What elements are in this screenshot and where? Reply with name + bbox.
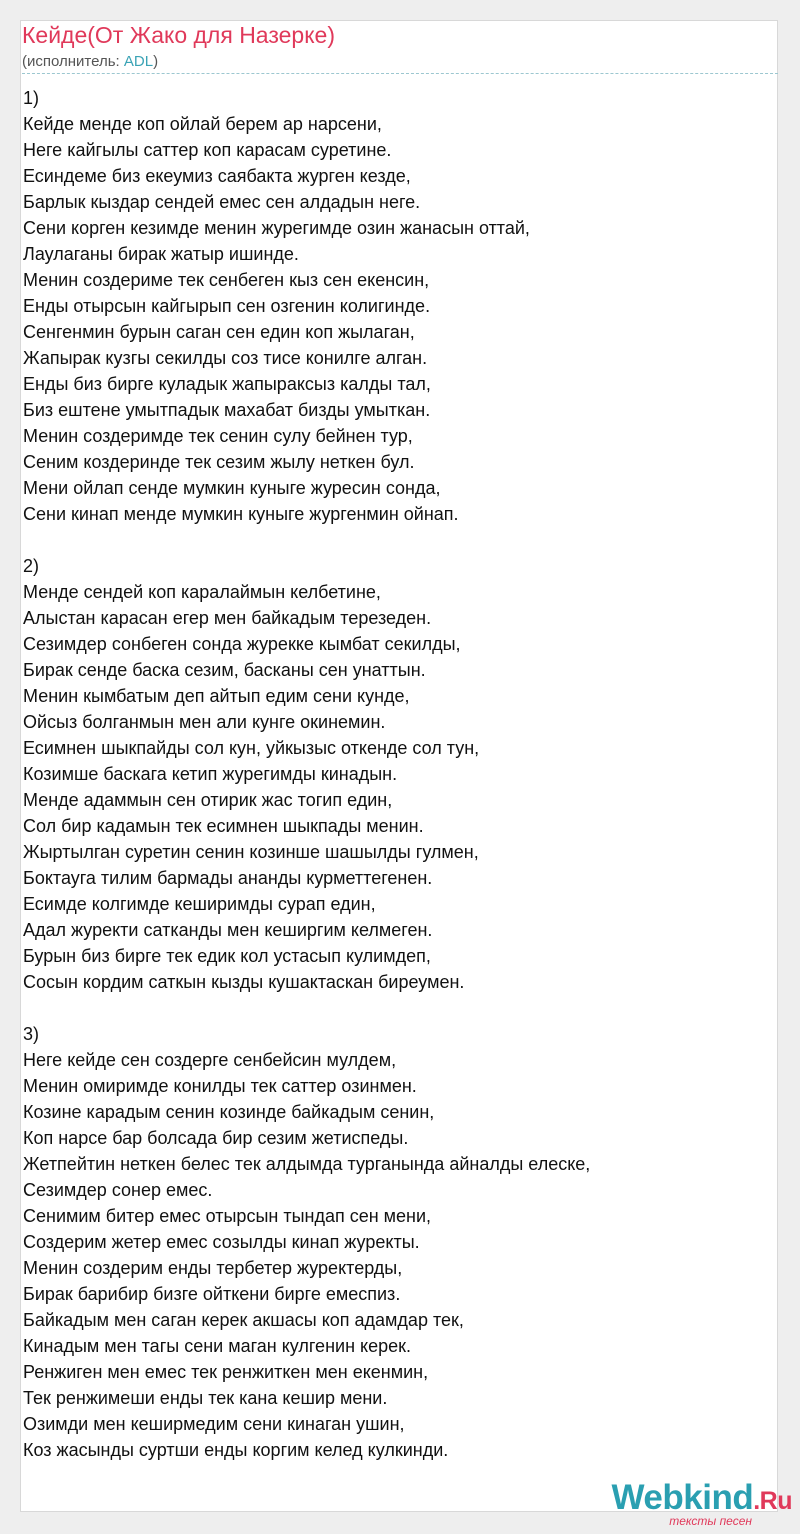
lyric-line: Сеним коздеринде тек сезим жылу неткен бул. xyxy=(23,452,415,472)
lyric-line: Сезимдер сонбеген сонда журекке кымбат секилды, xyxy=(23,634,461,654)
lyric-line: Сени кинап менде мумкин куныге жургенмин ойнап. xyxy=(23,504,459,524)
lyric-line: Сенгенмин бурын саган сен един коп жылаган, xyxy=(23,322,415,342)
lyric-line: Жетпейтин неткен белес тек алдымда турганында айналды елеске, xyxy=(23,1154,591,1174)
stanza-number: 1) xyxy=(23,88,40,108)
lyric-line: Боктауга тилим бармады ананды курметтегенен. xyxy=(23,868,433,888)
lyric-line: Менде адаммын сен отирик жас тогип един, xyxy=(23,790,393,810)
title-divider xyxy=(22,73,778,74)
lyric-line: Неге кейде сен создерге сенбейсин мулдем, xyxy=(23,1050,397,1070)
lyric-line: Менин создеримде тек сенин сулу бейнен тур, xyxy=(23,426,413,446)
lyric-line: Коп нарсе бар болсада бир сезим жетиспеды. xyxy=(23,1128,409,1148)
lyric-line: Есимде колгимде кеширимды сурап един, xyxy=(23,894,376,914)
lyric-line: Козимше баскага кетип журегимды кинадын. xyxy=(23,764,398,784)
lyric-line: Тек ренжимеши енды тек кана кешир мени. xyxy=(23,1388,388,1408)
logo-wordmark: Webkind.Ru xyxy=(611,1478,792,1517)
artist-line xyxy=(22,53,158,70)
lyric-line: Байкадым мен саган керек акшасы коп адамдар тек, xyxy=(23,1310,464,1330)
lyric-line: Ойсыз болганмын мен али кунге окинемин. xyxy=(23,712,386,732)
lyric-line: Бирак барибир бизге ойткени бирге емеспиз. xyxy=(23,1284,401,1304)
lyrics-body xyxy=(23,85,590,1489)
lyric-line: Сени корген кезимде менин журегимде озин жанасын оттай, xyxy=(23,218,530,238)
lyric-line: Бурын биз бирге тек едик кол устасып кулимдеп, xyxy=(23,946,431,966)
lyric-line: Мени ойлап сенде мумкин куныге журесин сонда, xyxy=(23,478,441,498)
lyric-line: Алыстан карасан егер мен байкадым терезеден. xyxy=(23,608,432,628)
lyric-line: Менин омиримде конилды тек саттер озинмен. xyxy=(23,1076,417,1096)
lyric-line: Енды биз бирге куладык жапыраксыз калды тал, xyxy=(23,374,431,394)
lyric-line: Коз жасынды суртши енды коргим келед кулкинди. xyxy=(23,1440,449,1460)
lyric-line: Жыртылган суретин сенин козинше шашылды гулмен, xyxy=(23,842,479,862)
stanza-number: 2) xyxy=(23,556,40,576)
lyric-line: Кейде менде коп ойлай берем ар нарсени, xyxy=(23,114,382,134)
lyric-line: Неге кайгылы саттер коп карасам суретине. xyxy=(23,140,392,160)
stanza xyxy=(23,553,590,995)
lyric-line: Менин создериме тек сенбеген кыз сен екенсин, xyxy=(23,270,430,290)
page-title: Кейде(От Жако для Назерке) xyxy=(22,22,335,48)
lyric-line: Сосын кордим саткын кызды кушактаскан биреумен. xyxy=(23,972,465,992)
lyric-line: Создерим жетер емес созылды кинап журекты. xyxy=(23,1232,420,1252)
lyric-line: Озимди мен кеширмедим сени кинаган ушин, xyxy=(23,1414,405,1434)
lyric-line: Биз ештене умытпадык махабат бизды умыткан. xyxy=(23,400,431,420)
lyric-line: Лаулаганы бирак жатыр ишинде. xyxy=(23,244,299,264)
artist-link[interactable]: ADL xyxy=(123,53,154,70)
stanza xyxy=(23,85,590,527)
stanza xyxy=(23,1021,590,1463)
lyric-line: Менин создерим енды тербетер журектерды, xyxy=(23,1258,403,1278)
lyric-line: Ренжиген мен емес тек ренжиткен мен екенмин, xyxy=(23,1362,429,1382)
lyric-line: Менин кымбатым деп айтып едим сени кунде, xyxy=(23,686,410,706)
lyric-line: Есиндеме биз екеумиз саябакта журген кезде, xyxy=(23,166,411,186)
lyric-line: Сезимдер сонер емес. xyxy=(23,1180,213,1200)
lyric-line: Кинадым мен тагы сени маган кулгенин керек. xyxy=(23,1336,411,1356)
webkind-logo[interactable] xyxy=(611,1478,792,1528)
lyric-line: Адал журекти сатканды мен кеширгим келмеген. xyxy=(23,920,433,940)
lyric-line: Бирак сенде баска сезим, басканы сен унаттын. xyxy=(23,660,426,680)
logo-tagline: тексты песен xyxy=(669,1514,752,1528)
artist-prefix: (исполнитель: xyxy=(22,53,124,70)
lyric-line: Сол бир кадамын тек есимнен шыкпады менин. xyxy=(23,816,424,836)
lyric-line: Сенимим битер емес отырсын тындап сен мени, xyxy=(23,1206,432,1226)
lyric-line: Жапырак кузгы секилды соз тисе конилге алган. xyxy=(23,348,428,368)
lyric-line: Менде сендей коп каралаймын келбетине, xyxy=(23,582,381,602)
lyric-line: Есимнен шыкпайды сол кун, уйкызыс откенде сол тун, xyxy=(23,738,480,758)
stanza-number: 3) xyxy=(23,1024,40,1044)
lyric-line: Енды отырсын кайгырып сен озгенин колигинде. xyxy=(23,296,431,316)
artist-suffix: ) xyxy=(153,53,159,70)
lyric-line: Барлык кыздар сендей емес сен алдадын неге. xyxy=(23,192,421,212)
lyric-line: Козине карадым сенин козинде байкадым сенин, xyxy=(23,1102,435,1122)
